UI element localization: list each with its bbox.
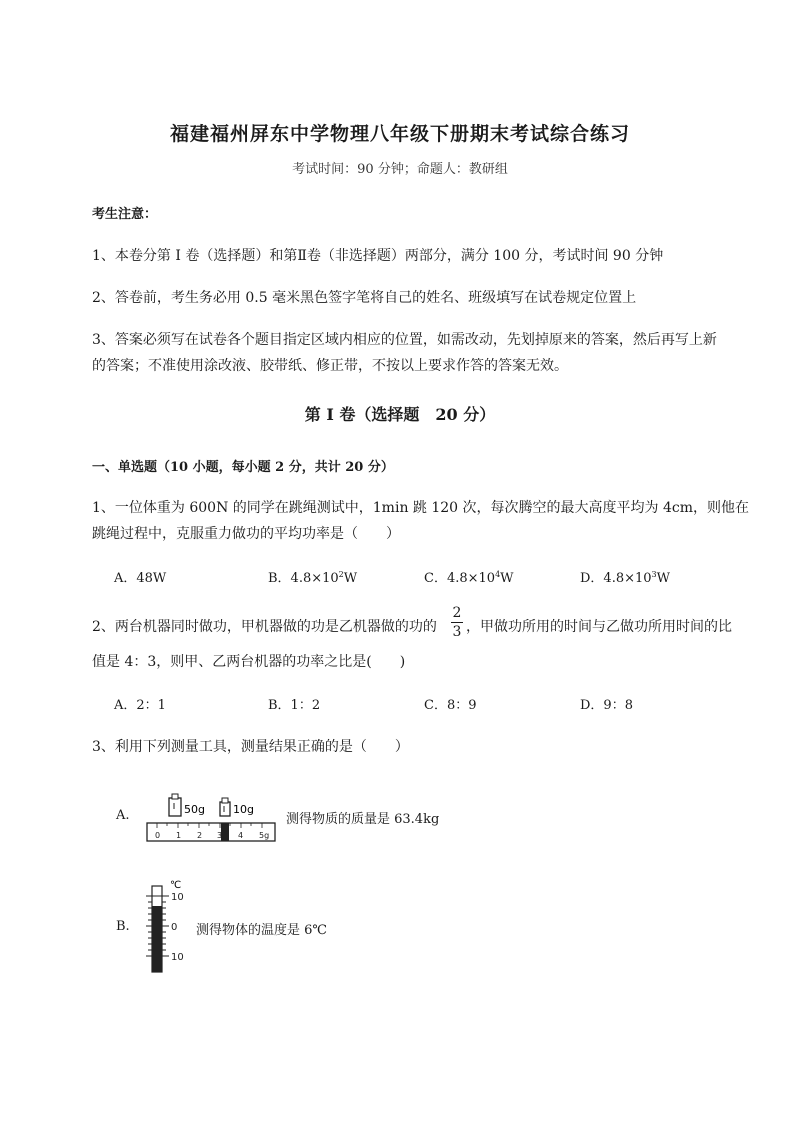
fraction-two-thirds: 2 3 (452, 605, 462, 640)
question-2-line1-pre: 2、两台机器同时做功，甲机器做的功是乙机器做的功的 (92, 619, 437, 635)
q3-option-b-text: 测得物体的温度是 6℃ (196, 923, 327, 938)
q2-option-d[interactable]: D．9：8 (580, 698, 633, 713)
scale-label: 3 (217, 831, 223, 840)
notice-item-3-line2: 的答案；不准使用涂改液、胶带纸、修正带，不按以上要求作答的答案无效。 (92, 358, 568, 374)
scale-label: 0 (155, 831, 161, 840)
q1-option-b[interactable]: B．$4.8\times 10^2W$ (268, 570, 358, 586)
weight-50g-icon (169, 798, 181, 816)
thermometer-tick-label: 10 (171, 952, 184, 963)
q3-option-a-text: 测得物质的质量是 63.4kg (286, 812, 440, 827)
q1-option-c[interactable]: C．$4.8\times 10^4W$ (424, 570, 514, 586)
section-title: 第 I 卷（选择题 20 分） (304, 405, 496, 424)
page-title: 福建福州屏东中学物理八年级下册期末考试综合练习 (169, 123, 630, 145)
thermometer-tick-label: 0 (171, 922, 178, 933)
balance-beam-ruler (147, 823, 275, 841)
q1-option-d[interactable]: D．$4.8\times 10^3W$ (580, 570, 671, 586)
scale-label: 1 (176, 831, 182, 840)
scale-label: 5g (259, 831, 270, 840)
rider-marker (221, 823, 229, 841)
exam-info: 考试时间：90 分钟；命题人：教研组 (292, 162, 508, 177)
thermometer-liquid (152, 906, 162, 972)
weight-50g-label: 50g (184, 803, 205, 816)
notice-heading: 考生注意： (92, 207, 158, 222)
question-2-line2: 值是 4：3，则甲、乙两台机器的功率之比是( ) (92, 654, 406, 670)
question-2-line1-post: ，甲做功所用的时间与乙做功所用时间的比 (466, 619, 732, 635)
q3-option-b-label[interactable]: B. (116, 919, 130, 934)
weight-10g-icon (220, 802, 230, 816)
q3-option-a-label[interactable]: A. (116, 808, 130, 823)
question-1-line2: 跳绳过程中，克服重力做功的平均功率是（ ） (92, 526, 400, 542)
notice-item-3-line1: 3、答案必须写在试卷各个题目指定区域内相应的位置，如需改动，先划掉原来的答案，然后再写上新 (92, 332, 717, 348)
balance-scale-figure (145, 793, 277, 847)
q2-option-a[interactable]: A．2：1 (114, 698, 166, 713)
thermometer-unit: ℃ (170, 880, 182, 891)
q2-option-b[interactable]: B．1：2 (268, 698, 321, 713)
question-3-stem: 3、利用下列测量工具，测量结果正确的是（ ） (92, 739, 409, 755)
question-1-line1: 1、一位体重为 600N 的同学在跳绳测试中，1min 跳 120 次，每次腾空的最大高度平均为 4cm，则他在 (92, 500, 749, 516)
scale-label: 4 (238, 831, 244, 840)
q1-option-a[interactable]: A．48W (114, 571, 167, 586)
thermometer-figure (143, 876, 193, 976)
part-heading: 一、单选题（10 小题，每小题 2 分，共计 20 分） (92, 460, 394, 475)
scale-label: 2 (197, 831, 203, 840)
weight-10g-label: 10g (233, 803, 254, 816)
notice-item-1: 1、本卷分第 I 卷（选择题）和第Ⅱ卷（非选择题）两部分，满分 100 分，考试时间 90 分钟 (92, 248, 664, 264)
notice-item-2: 2、答卷前，考生务必用 0.5 毫米黑色签字笔将自己的姓名、班级填写在试卷规定位置上 (92, 290, 637, 306)
thermometer-tick-label: 10 (171, 892, 184, 903)
q2-option-c[interactable]: C．8：9 (424, 698, 477, 713)
